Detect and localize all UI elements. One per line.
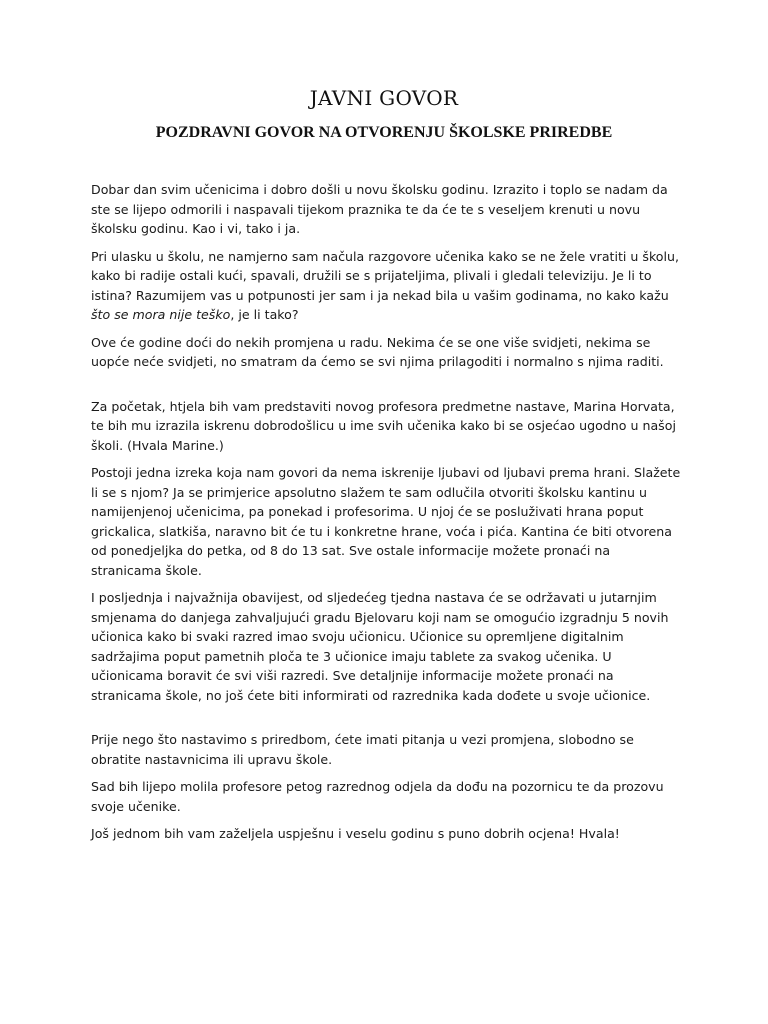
paragraph-new-teacher: Za početak, htjela bih vam predstaviti novog profesora predmetne nastave, Marina Horvata, te bih mu izrazila iskrenu dobrodošlicu u ime svih učenika kako bi se osjećao ugodno u našoj školi. (Hvala Marine.) [91,398,676,453]
document-subtitle: POZDRAVNI GOVOR NA OTVORENJU ŠKOLSKE PRIREDBE [155,124,613,141]
paragraph-changes: Ove će godine doći do nekih promjena u radu. Nekima će se one više svidjeti, nekima se uopće neće svidjeti, no smatram da ćemo se svi njima prilagoditi i normalno s njima raditi. [91,334,664,369]
paragraph-school-entry [91,247,681,325]
saying-italic: što se mora nije teško [91,307,231,322]
paragraph-closing: Još jednom bih vam zaželjela uspješnu i veselu godinu s puno dobrih ocjena! Hvala! [91,826,620,841]
paragraph-fifth-grade: Sad bih lijepo molila profesore petog razrednog odjela da dođu na pozornicu te da prozovu svoje učenike. [91,779,664,814]
paragraph-canteen: Postoji jedna izreka koja nam govori da nema iskrenije ljubavi od ljubavi prema hrani. Slažete li se s njom? Ja se primjerice apsolutno slažem te sam odlučila otvoriti školsku kantinu u namijenjenoj učenicima, pa ponekad i profesorima. U njoj će se posluživati hrana poput grickalica, slatkiša, naravno bit će tu i konkretne hrane, voća i pića. Kantina će biti otvorena od ponedjeljka do petka, od 8 do 13 sat. Sve ostale informacije možete pronaći na stranicama škole. [91,465,681,578]
paragraph-classrooms: I posljednja i najvažnija obavijest, od sljedećeg tjedna nastava će se održavati u jutarnjim smjenama do danjega zahvaljujući gradu Bjelovaru koji nam se omogućio izgradnju 5 novih učionica kako bi svaki razred imao svoju učionicu. Učionice su opremljene digitalnim sadržajima poput pametnih ploča te 3 učionice imaju tablete za svakog učenika. U učionicama boravit će svi viši razredi. Sve detaljnije informacije možete pronaći na stranicama škole, no još ćete biti informirati od razrednika kada dođete u svoje učionice. [91,590,669,703]
paragraph-school-entry-text: Pri ulasku u školu, ne namjerno sam načula razgovore učenika kako se ne žele vratiti u školu, kako bi radije ostali kući, spavali, družili se s prijateljima, plivali i gledali televiziju. Je li to istina? Razumijem vas u potpunosti jer sam i ja nekad bila u vašim godinama, no kako kažu [91,248,679,303]
document-body [91,180,681,852]
paragraph-questions: Prije nego što nastavimo s priredbom, ćete imati pitanja u vezi promjena, slobodno se obratite nastavnicima ili upravu škole. [91,732,634,767]
document-title: JAVNI GOVOR [309,86,459,110]
paragraph-greeting: Dobar dan svim učenicima i dobro došli u novu školsku godinu. Izrazito i toplo se nadam da ste se lijepo odmorili i naspavali tijekom praznika te da će te s veseljem krenuti u novu školsku godinu. Kao i vi, tako i ja. [91,182,668,236]
paragraph-school-entry-end: , je li tako? [230,307,299,322]
